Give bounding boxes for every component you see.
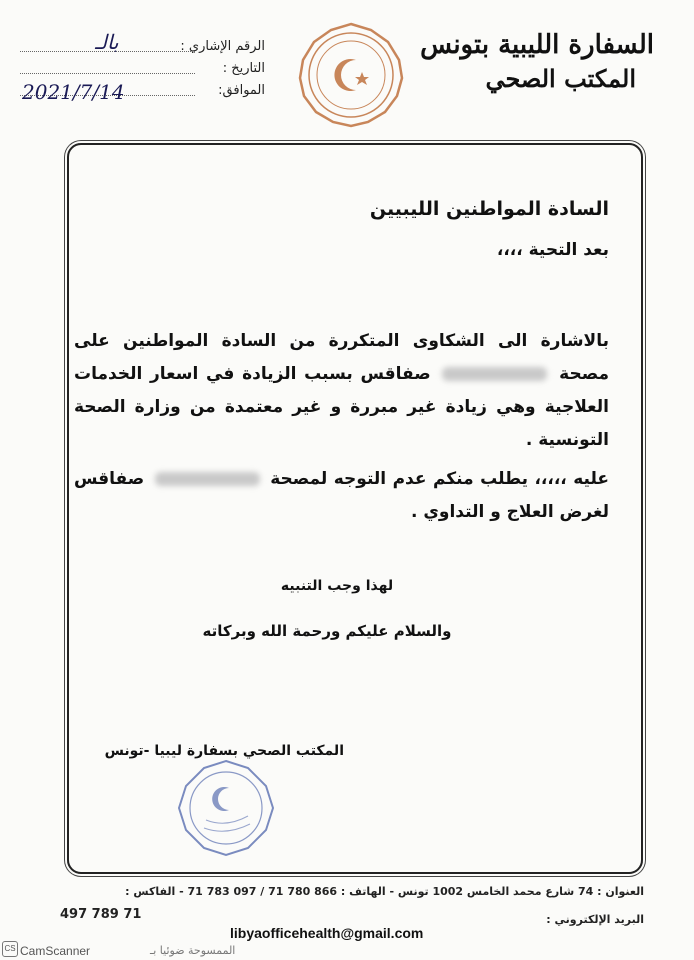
greeting: بعد التحية ،،،،	[496, 240, 609, 260]
redacted-name	[155, 472, 260, 486]
date-row	[20, 58, 275, 80]
signature-line: المكتب الصحي بسفارة ليبيا -تونس	[104, 743, 344, 759]
redacted-name	[442, 367, 547, 381]
footer-fax: 71 789 497	[60, 907, 142, 922]
office-stamp-icon	[176, 758, 276, 858]
handwritten-ref: بالـ	[95, 30, 119, 54]
corresponding-label: الموافق:	[218, 83, 265, 98]
camscanner-logo-icon: CS	[2, 941, 18, 957]
office-subtitle: المكتب الصحي	[485, 64, 636, 93]
libya-crescent-seal-icon	[296, 20, 406, 130]
footer-email[interactable]: libyaofficehealth@gmail.com	[230, 925, 424, 941]
paragraph-request	[74, 463, 609, 529]
paragraph-complaint-part2: صفاقس بسبب الزيادة في اسعار الخدمات العلاجية وهي زيادة غير مبررة و غير معتمدة من وزارة الصحة التونسية .	[74, 364, 609, 450]
camscanner-text: CamScanner	[20, 944, 91, 958]
embassy-title: السفارة الليبية بتونس	[420, 30, 654, 60]
letterhead	[394, 28, 654, 96]
camscanner-arabic: الممسوحة ضوئيا بـ	[150, 944, 236, 957]
date-label: التاريخ :	[222, 61, 265, 76]
salutation: السادة المواطنين الليبيين	[369, 198, 609, 220]
paragraph-request-part1: عليه ،،،،، يطلب منكم عدم التوجه لمصحة	[270, 469, 610, 489]
footer-address: العنوان : 74 شارع محمد الخامس 1002 تونس - الهاتف : 866 780 71 / 097 783 71 - الفاكس :	[125, 885, 644, 898]
regards-line: والسلام عليكم ورحمة الله وبركاته	[202, 622, 452, 640]
paragraph-request-part2: صفاقس لغرض العلاج و التداوي .	[74, 469, 609, 522]
footer-email-label: البريد الإلكتروني :	[546, 913, 644, 926]
handwritten-date: 2021/7/14	[22, 80, 125, 104]
scanner-watermark	[0, 940, 694, 960]
paragraph-complaint	[74, 325, 609, 457]
notice-line: لهذا وجب التنبيه	[280, 578, 394, 594]
ref-number-row	[20, 36, 275, 58]
ref-number-label: الرقم الإشاري :	[180, 39, 265, 54]
paragraph-complaint-part1: بالاشارة الى الشكاوى المتكررة من السادة المواطنين على مصحة	[74, 331, 609, 384]
